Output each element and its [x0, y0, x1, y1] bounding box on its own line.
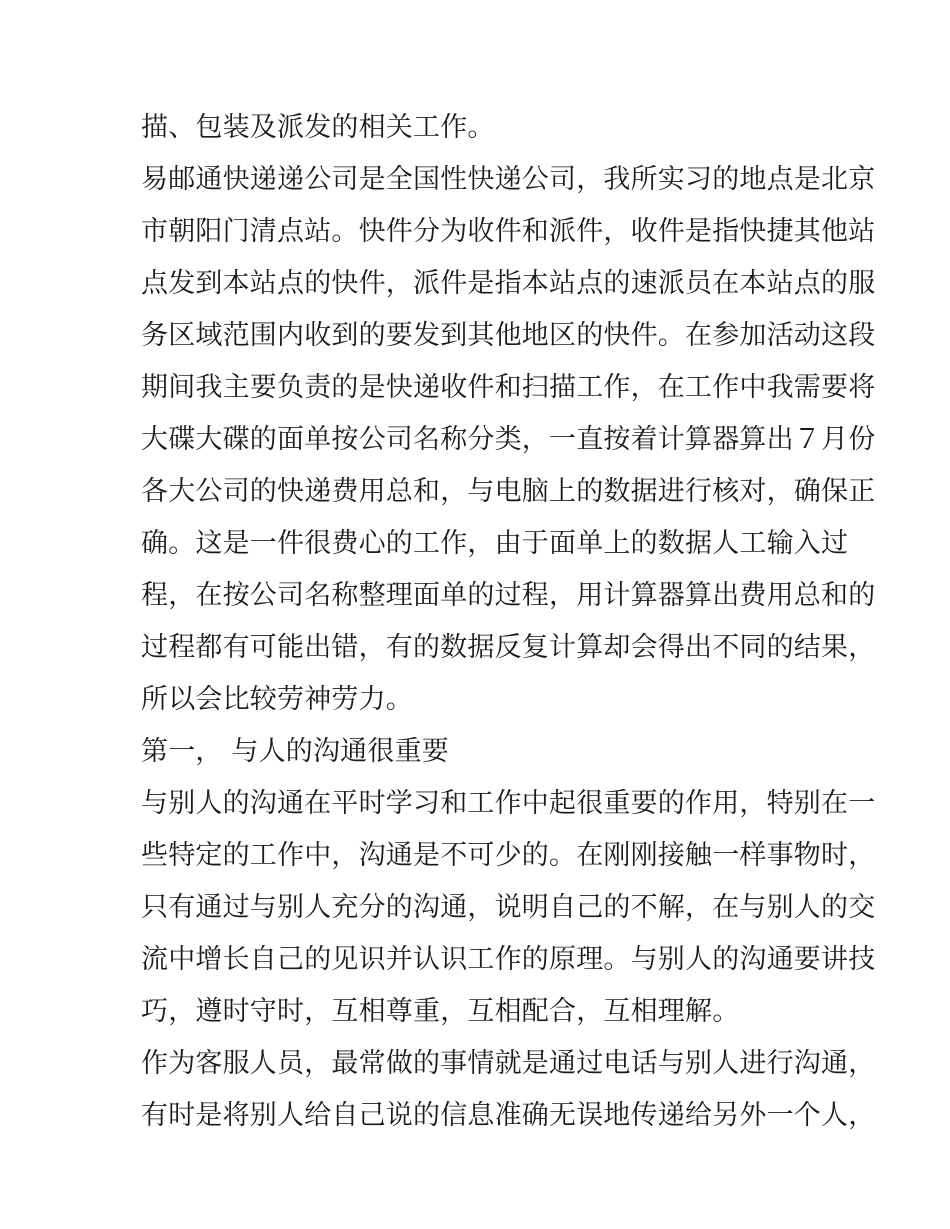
text-line: 与别人的沟通在平时学习和工作中起很重要的作用，特别在一 [141, 788, 876, 819]
text-line: 作为客服人员，最常做的事情就是通过电话与别人进行沟通， [141, 1048, 876, 1079]
text-line: 务区域范围内收到的要发到其他地区的快件。在参加活动这段 [141, 320, 876, 351]
text-line: 程，在按公司名称整理面单的过程，用计算器算出费用总和的 [141, 580, 876, 611]
text-line: 确。这是一件很费心的工作，由于面单上的数据人工输入过 [141, 528, 849, 559]
text-line: 期间我主要负责的是快递收件和扫描工作，在工作中我需要将 [141, 372, 876, 403]
text-line: 点发到本站点的快件，派件是指本站点的速派员在本站点的服 [141, 268, 876, 299]
text-line: 各大公司的快递费用总和，与电脑上的数据进行核对，确保正 [141, 476, 876, 507]
text-line: 流中增长自己的见识并认识工作的原理。与别人的沟通要讲技 [141, 944, 876, 975]
text-line: 有时是将别人给自己说的信息准确无误地传递给另外一个人， [141, 1100, 876, 1131]
text-line: 大碟大碟的面单按公司名称分类，一直按着计算器算出７月份 [141, 424, 876, 455]
text-line: 市朝阳门清点站。快件分为收件和派件，收件是指快捷其他站 [141, 216, 876, 247]
text-line: 些特定的工作中，沟通是不可少的。在刚刚接触一样事物时， [141, 840, 876, 871]
text-line: 巧，遵时守时，互相尊重，互相配合，互相理解。 [141, 996, 740, 1027]
section-heading: 第一， 与人的沟通很重要 [141, 736, 449, 767]
text-line: 描、包装及派发的相关工作。 [141, 112, 495, 143]
text-line: 所以会比较劳神劳力。 [141, 684, 413, 715]
text-line: 易邮通快递递公司是全国性快递公司，我所实习的地点是北京 [141, 164, 876, 195]
text-line: 过程都有可能出错，有的数据反复计算却会得出不同的结果， [141, 632, 876, 663]
text-line: 只有通过与别人充分的沟通，说明自己的不解，在与别人的交 [141, 892, 876, 923]
